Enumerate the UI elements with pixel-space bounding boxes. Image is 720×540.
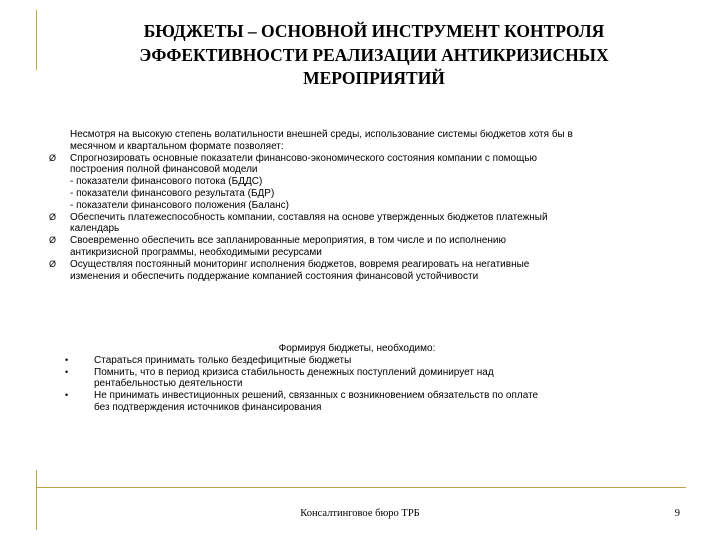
decorative-horizontal-line-bottom: [36, 487, 686, 488]
list-item-line-2: антикризисной программы, необходимыми ресурсами: [70, 246, 322, 258]
arrow-bullet-icon: Ø: [49, 235, 57, 246]
sub-item: - показатели финансового потока (БДДС): [70, 176, 263, 188]
sub-item: - показатели финансового положения (Баланс): [70, 199, 289, 211]
decorative-vertical-line-bottom: [36, 470, 37, 530]
list-item-line-2: рентабельностью деятельности: [94, 378, 243, 390]
list-item: [62, 367, 622, 391]
arrow-bullet-icon: Ø: [49, 211, 57, 222]
list-item-line-1: Не принимать инвестиционных решений, связанных с возникновением обязательств по оплате: [94, 390, 539, 402]
decorative-vertical-line-top: [36, 10, 37, 70]
list-item-line-2: изменения и обеспечить поддержание компанией состояния финансовой устойчивости: [70, 270, 479, 282]
list-item: [48, 259, 688, 283]
page-title: [60, 20, 688, 91]
intro-line-1: Несмотря на высокую степень волатильности внешней среды, использование системы бюджетов хотя бы в: [70, 129, 573, 140]
recommendations-heading: Формируя бюджеты, необходимо:: [278, 343, 436, 354]
list-item: [48, 212, 688, 236]
intro-line-2: месячном и квартальном формате позволяет:: [70, 140, 284, 152]
dot-bullet-icon: •: [65, 354, 69, 365]
list-item-line-2: календарь: [70, 223, 120, 235]
footer-text: Консалтинговое бюро ТРБ: [300, 508, 420, 519]
title-line-2: ЭФФЕКТИВНОСТИ РЕАЛИЗАЦИИ АНТИКРИЗИСНЫХ: [139, 44, 609, 65]
list-item: [48, 235, 688, 259]
arrow-bullet-icon: Ø: [49, 152, 57, 163]
list-item-line-1: Спрогнозировать основные показатели финансово-экономического состояния компании с помощью: [70, 152, 538, 164]
list-item-line-1: Стараться принимать только бездефицитные бюджеты: [94, 354, 352, 366]
list-item-line-2: без подтверждения источников финансирования: [94, 401, 322, 413]
list-item-line-1: Своевременно обеспечить все запланированные мероприятия, в том числе и по исполнению: [70, 235, 507, 247]
dot-bullet-icon: •: [65, 390, 69, 401]
dot-bullet-icon: •: [65, 366, 69, 377]
intro-paragraph: [48, 129, 688, 153]
list-item: [62, 355, 622, 367]
list-item-line-2: построения полной финансовой модели: [70, 164, 258, 176]
title-line-3: МЕРОПРИЯТИЙ: [303, 68, 445, 88]
title-line-1: БЮДЖЕТЫ – ОСНОВНОЙ ИНСТРУМЕНТ КОНТРОЛЯ: [143, 21, 605, 41]
arrow-bullet-icon: Ø: [49, 258, 57, 269]
sub-item: - показатели финансового результата (БДР): [70, 187, 275, 199]
recommendations-block: [62, 343, 622, 414]
page-number: 9: [674, 508, 680, 519]
main-content: [48, 129, 688, 282]
list-item-line-1: Обеспечить платежеспособность компании, составляя на основе утвержденных бюджетов платежный: [70, 211, 548, 223]
list-item-line-1: Помнить, что в период кризиса стабильность денежных поступлений доминирует над: [94, 366, 494, 378]
list-item-line-1: Осуществляя постоянный мониторинг исполнения бюджетов, вовремя реагировать на негативные: [70, 258, 530, 270]
list-item: [48, 153, 688, 212]
list-item: [62, 390, 622, 414]
